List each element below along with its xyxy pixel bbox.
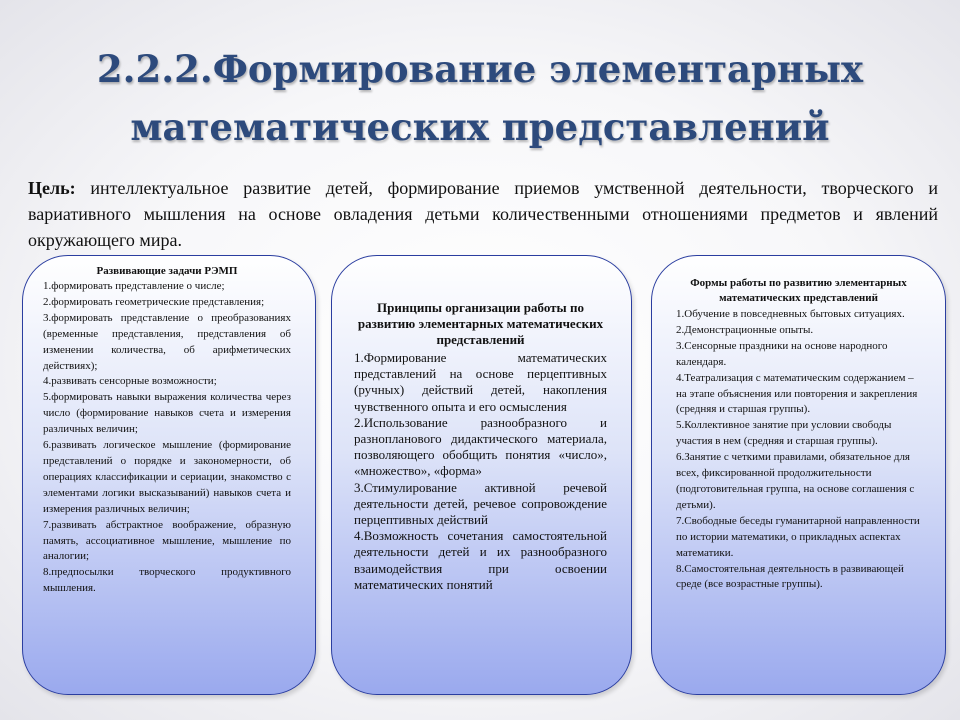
- slide-title-line-2: математических представлений: [130, 105, 830, 149]
- list-item: 8.Самостоятельная деятельность в развивающей среде (все возрастные группы).: [676, 562, 904, 591]
- goal-label: Цель:: [28, 178, 76, 198]
- list-item: 3.формировать представление о преобразованиях (временные представления, представления об изменении количества, об арифметических действиях);: [43, 311, 291, 372]
- list-item: 1.Формирование математических представлений на основе перцептивных (ручных) действий детей, накопления чувственного опыта и его осмысления: [354, 350, 607, 414]
- goal-text: интеллектуальное развитие детей, формирование приемов умственной деятельности, творческого и вариативного мышления на основе овладения детьми количественными отношениями предметов и явлений окружающего мира.: [28, 178, 938, 250]
- list-item: 4.Театрализация с математическим содержанием – на этапе объяснения или повторения и закрепления (средняя и старшая группы).: [676, 371, 918, 416]
- slide-title-line-1: 2.2.2.Формирование элементарных: [96, 47, 864, 91]
- card-item-list: [676, 307, 921, 593]
- card-item-list: [43, 279, 291, 597]
- list-item: 1.Обучение в повседневных бытовых ситуациях.: [676, 308, 905, 320]
- list-item: 6.Занятие с четкими правилами, обязательное для всех, фиксированной продолжительности (подготовительная группа, на основе соглашения с детьми).: [676, 451, 915, 511]
- card-work-forms: [651, 255, 946, 695]
- list-item: 1.формировать представление о числе;: [43, 280, 225, 292]
- list-item: 5.формировать навыки выражения количества через число (формирование навыков счета и измерения различных величин;: [43, 391, 291, 436]
- card-organization-principles: [331, 255, 632, 695]
- list-item: 4.Возможность сочетания самостоятельной деятельности детей и их разнообразного взаимодействия при освоении математических понятий: [354, 528, 607, 592]
- goal-paragraph: [28, 175, 938, 253]
- card-title: Развивающие задачи РЭМП: [96, 265, 238, 277]
- list-item: 2.формировать геометрические представления;: [43, 295, 265, 308]
- card-developmental-tasks: [22, 255, 316, 695]
- list-item: 3.Сенсорные праздники на основе народного календаря.: [676, 339, 888, 368]
- list-item: 8.предпосылки творческого продуктивного мышления.: [43, 566, 291, 595]
- list-item: 6.развивать логическое мышление (формирование представлений о порядке и закономерности, об операциях классификации и сериации, знакомство с элементами логики высказываний) навыков счета и измерения различных величин;: [43, 439, 291, 515]
- list-item: 3.Стимулирование активной речевой деятельности детей, речевое сопровождение перцептивных действий: [354, 479, 607, 528]
- card-item-list: [354, 350, 607, 593]
- list-item: 4.развивать сенсорные возможности;: [43, 375, 217, 388]
- card-title: Принципы организации работы по развитию элементарных математических представлений: [357, 300, 604, 347]
- list-item: 2.Демонстрационные опыты.: [676, 323, 814, 336]
- list-item: 2.Использование разнообразного и разнопланового дидактического материала, позволяющего обобщить понятия «число», «множество», «форма»: [354, 414, 607, 479]
- list-item: 5.Коллективное занятие при условии свободы участия в нем (средняя и старшая группы).: [676, 419, 892, 448]
- list-item: 7.Свободные беседы гуманитарной направленности по истории математики, о прикладных аспектах математики.: [676, 514, 920, 559]
- slide-title: [40, 40, 920, 156]
- list-item: 7.развивать абстрактное воображение, образную память, ассоциативное мышление, мышление по аналогии;: [43, 518, 291, 563]
- card-title: Формы работы по развитию элементарных математических представлений: [690, 277, 907, 304]
